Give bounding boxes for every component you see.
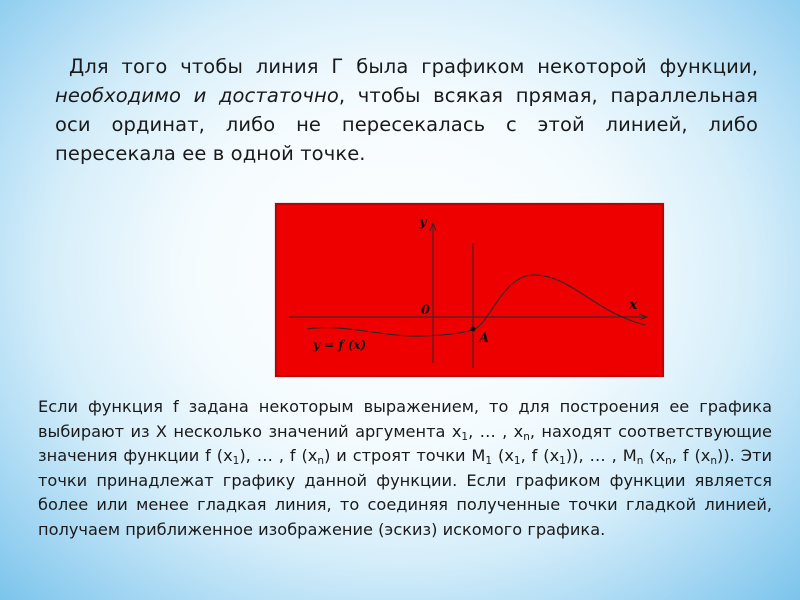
- subscript: n: [317, 455, 325, 468]
- function-curve: [307, 275, 645, 336]
- text-segment: ) и строят точки M: [324, 446, 486, 466]
- text-segment: , f (x: [520, 446, 560, 466]
- definition-text-end: , чтобы всякая прямая, параллельная оси ординат, либо не пересекалась с этой линией, либо пересекала ее в одной точке.: [55, 84, 758, 165]
- definition-text-start: Для того чтобы линия Г была графиком некоторой функции,: [69, 55, 758, 78]
- text-segment: (x: [492, 446, 514, 466]
- point-a-label: A: [479, 331, 490, 346]
- text-segment: )), … , M: [565, 446, 637, 466]
- subscript: n: [665, 455, 672, 468]
- text-segment: ), … , f (x: [239, 446, 318, 466]
- construction-paragraph: [38, 395, 772, 543]
- origin-label: 0: [421, 303, 431, 318]
- definition-emphasis: необходимо и достаточно: [55, 84, 339, 107]
- text-segment: , находят соответствующие значения функции f (x: [38, 421, 772, 466]
- subscript: n: [523, 430, 530, 443]
- curve-label: y = f (x): [313, 338, 367, 352]
- subscript: n: [636, 455, 644, 468]
- text-segment: Если функция f задана некоторым выражением, то для построения ее графика выбирают из X несколько значений аргумента x: [38, 397, 772, 441]
- subscript: 1: [485, 455, 493, 468]
- text-segment: , f (x: [671, 446, 711, 466]
- function-graph: [275, 203, 664, 377]
- text-segment: )). Эти точки принадлежат графику данной функции. Если графиком функции является более или менее гладкая линия, то соединяя полученные точки гладкой линией, получаем приближенное изображение (эскиз) искомого графика.: [38, 446, 772, 539]
- subscript: 1: [559, 455, 566, 468]
- subscript: 1: [232, 455, 240, 468]
- subscript: n: [710, 455, 718, 468]
- x-axis-label: x: [629, 297, 638, 313]
- subscript: 1: [461, 430, 469, 443]
- point-a: [471, 327, 476, 332]
- text-segment: (x: [643, 446, 666, 466]
- text-segment: , … , x: [468, 421, 524, 441]
- y-axis-label: y: [419, 215, 427, 230]
- definition-paragraph: [55, 52, 758, 168]
- subscript: 1: [513, 455, 521, 468]
